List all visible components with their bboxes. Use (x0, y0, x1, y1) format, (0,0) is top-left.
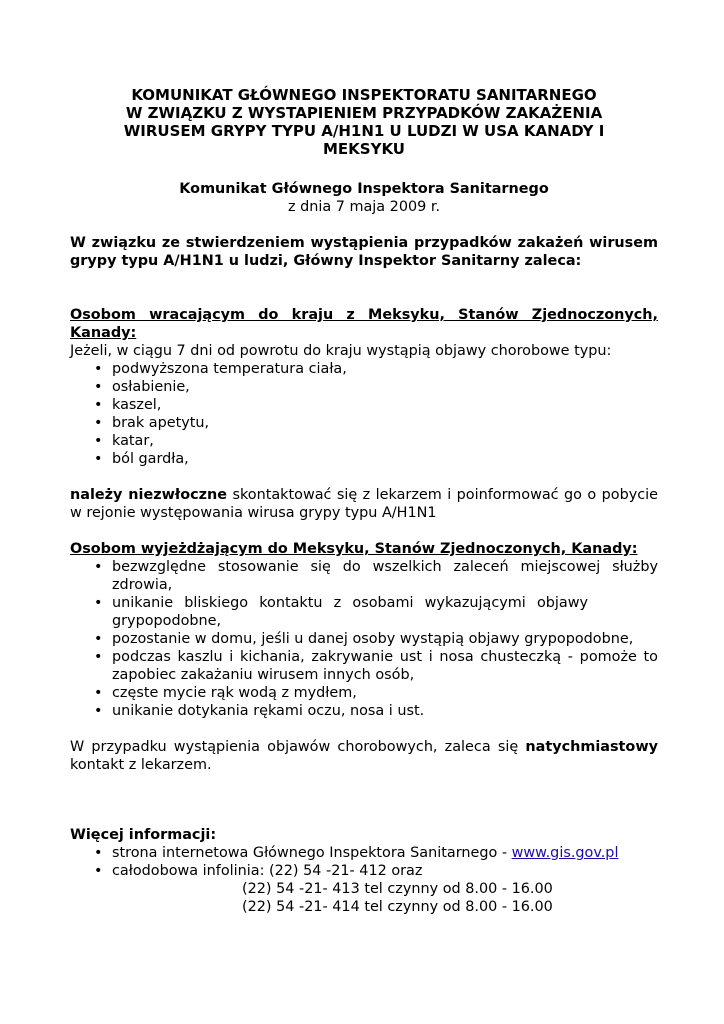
list-item: • podwyższona temperatura ciała, (94, 361, 347, 377)
title-line-4: MEKSYKU (322, 140, 405, 158)
subtitle-date: z dnia 7 maja 2009 r. (287, 199, 441, 215)
closing-paragraph: W przypadku wystąpienia objawów chorobowych, zaleca się natychmiastowy kontakt z lekarzem. (70, 739, 658, 773)
more-info-section (70, 826, 658, 880)
website-link[interactable]: www.gis.gov.pl (511, 845, 619, 861)
list-item: • podczas kaszlu i kichania, zakrywanie ust i nosa chusteczką - pomoże to zapobiec zakażaniu wirusem innych osób, (94, 649, 658, 683)
title-line-1: KOMUNIKAT GŁÓWNEGO INSPEKTORATU SANITARNEGO (131, 86, 597, 104)
list-item: • strona internetowa Głównego Inspektora Sanitarnego - www.gis.gov.pl (94, 845, 619, 861)
more-info-heading: Więcej informacji: (70, 827, 217, 843)
returning-heading: Osobom wracającym do kraju z Meksyku, Stanów Zjednoczonych, Kanady: (70, 307, 658, 341)
symptoms-list (70, 360, 658, 468)
precautions-list (70, 558, 658, 720)
closing-bold: natychmiastowy (525, 739, 658, 755)
list-item: • brak apetytu, (94, 415, 210, 431)
intro-paragraph: W związku ze stwierdzeniem wystąpienia przypadków zakażeń wirusem grypy typu A/H1N1 u ludzi, Główny Inspektor Sanitarny zaleca: (70, 235, 658, 269)
subtitle-heading: Komunikat Głównego Inspektora Sanitarnego (179, 181, 549, 197)
returning-section (70, 306, 658, 468)
returning-lead: Jeżeli, w ciągu 7 dni od powrotu do kraju wystąpią objawy chorobowe typu: (70, 343, 612, 359)
list-item: • unikanie bliskiego kontaktu z osobami wykazującymi objawy grypopodobne, (94, 595, 588, 629)
advice-bold: należy niezwłoczne (70, 487, 228, 503)
list-item: • częste mycie rąk wodą z mydłem, (94, 685, 357, 701)
list-item: • całodobowa infolinia: (22) 54 -21- 412 oraz (94, 863, 423, 879)
leaving-heading: Osobom wyjeżdżającym do Meksyku, Stanów Zjednoczonych, Kanady: (70, 541, 638, 557)
list-item: • kaszel, (94, 397, 162, 413)
advice-rest: skontaktować się z lekarzem i poinformować go o pobycie w rejonie występowania wirusa grypy typu A/H1N1 (70, 487, 658, 521)
list-item: • bezwzględne stosowanie się do wszelkich zaleceń miejscowej służby zdrowia, (94, 559, 658, 593)
list-item: • katar, (94, 433, 154, 449)
leaving-section (70, 540, 658, 720)
title-line-3: WIRUSEM GRYPY TYPU A/H1N1 U LUDZI W USA KANADY I (123, 122, 605, 140)
title-line-2: W ZWIĄZKU Z WYSTAPIENIEM PRZYPADKÓW ZAKAŻENIA (125, 104, 603, 122)
advice-paragraph (70, 486, 658, 522)
phone-line-3: (22) 54 -21- 414 tel czynny od 8.00 - 16.00 (242, 899, 553, 915)
subtitle (70, 180, 658, 216)
list-item: • osłabienie, (94, 379, 190, 395)
more-info-list (70, 844, 658, 880)
list-item: • ból gardła, (94, 451, 189, 467)
list-item: • pozostanie w domu, jeśli u danej osoby wystąpią objawy grypopodobne, (94, 631, 634, 647)
document-title (70, 86, 658, 158)
list-item: • unikanie dotykania rękami oczu, nosa i ust. (94, 703, 425, 719)
phone-line-2: (22) 54 -21- 413 tel czynny od 8.00 - 16.00 (242, 881, 553, 897)
